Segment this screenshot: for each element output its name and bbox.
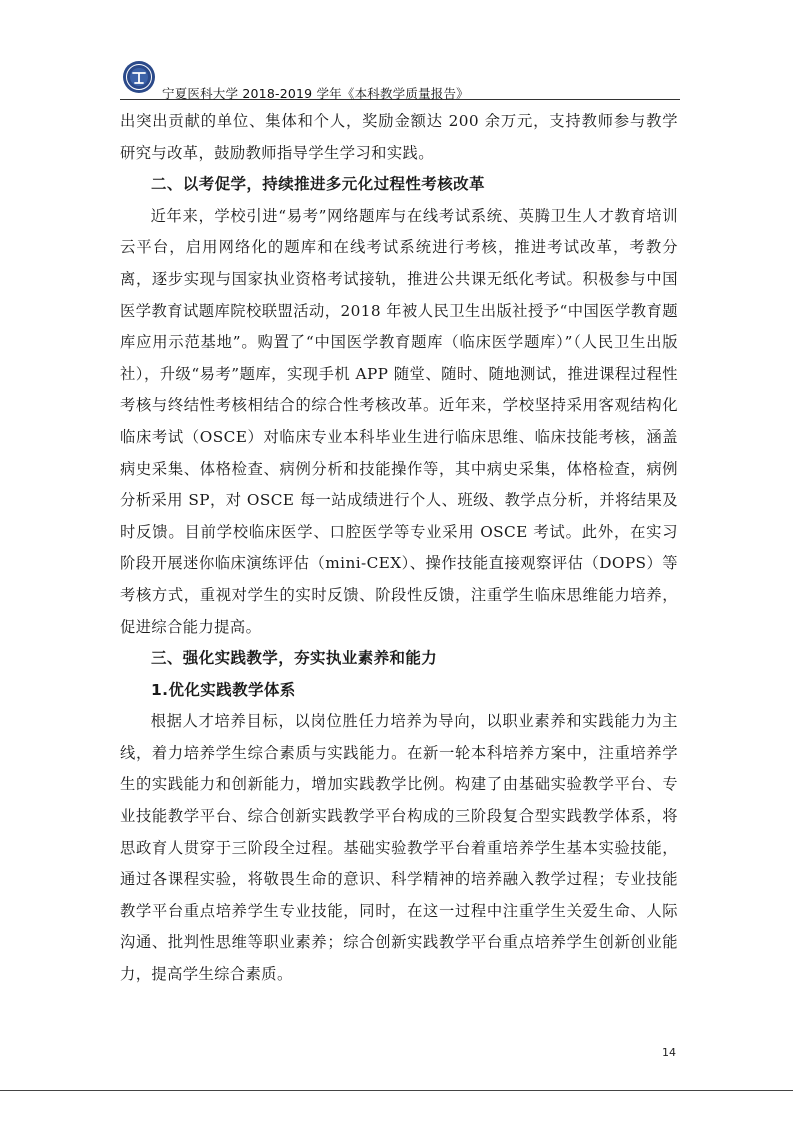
university-logo-icon: [122, 60, 156, 94]
footer-rule: [0, 1090, 793, 1091]
page-header: [120, 60, 680, 104]
page-content: [120, 106, 678, 991]
section-heading-2: 二、以考促学，持续推进多元化过程性考核改革: [151, 175, 485, 194]
header-rule: [120, 99, 680, 100]
subsection-heading-1: 1.优化实践教学体系: [151, 680, 296, 699]
paragraph-exam-reform: 近年来，学校引进“易考”网络题库与在线考试系统、英腾卫生人才教育培训云平台，启用网络化的题库和在线考试系统进行考核，推进考试改革，考教分离，逐步实现与国家执业资格考试接轨，推进公共课无纸化考试。积极参与中国医学教育试题库院校联盟活动，2018 年被人民卫生出版社授予“中国医学教育题库应用示范基地”。购置了“中国医学教育题库（临床医学题库）”（人民卫生出版社），升级“易考”题库，实现手机 APP 随堂、随时、随地测试，推进课程过程性考核与终结性考核相结合的综合性考核改革。近年来，学校坚持采用客观结构化临床考试（OSCE）对临床专业本科毕业生进行临床思维、临床技能考核，涵盖病史采集、体格检查、病例分析和技能操作等，其中病史采集，体格检查，病例分析采用 SP，对 OSCE 每一站成绩进行个人、班级、教学点分析，并将结果及时反馈。目前学校临床医学、口腔医学等专业采用 OSCE 考试。此外，在实习阶段开展迷你临床演练评估（mini-CEX）、操作技能直接观察评估（DOPS）等考核方式，重视对学生的实时反馈、阶段性反馈，注重学生临床思维能力培养，促进综合能力提高。: [120, 206, 678, 636]
paragraph-continued: 出突出贡献的单位、集体和个人，奖励金额达 200 余万元，支持教师参与教学研究与改革，鼓励教师指导学生学习和实践。: [120, 112, 678, 162]
page-number: 14: [662, 1046, 676, 1059]
header-title: 宁夏医科大学 2018-2019 学年《本科教学质量报告》: [162, 86, 469, 101]
section-heading-3: 三、强化实践教学，夯实执业素养和能力: [151, 649, 438, 668]
paragraph-practice-system: 根据人才培养目标，以岗位胜任力培养为导向，以职业素养和实践能力为主线，着力培养学生综合素质与实践能力。在新一轮本科培养方案中，注重培养学生的实践能力和创新能力，增加实践教学比例。构建了由基础实验教学平台、专业技能教学平台、综合创新实践教学平台构成的三阶段复合型实践教学体系，将思政育人贯穿于三阶段全过程。基础实验教学平台着重培养学生基本实验技能，通过各课程实验，将敬畏生命的意识、科学精神的培养融入教学过程；专业技能教学平台重点培养学生专业技能，同时，在这一过程中注重学生关爱生命、人际沟通、批判性思维等职业素养；综合创新实践教学平台重点培养学生创新创业能力，提高学生综合素质。: [120, 712, 678, 984]
